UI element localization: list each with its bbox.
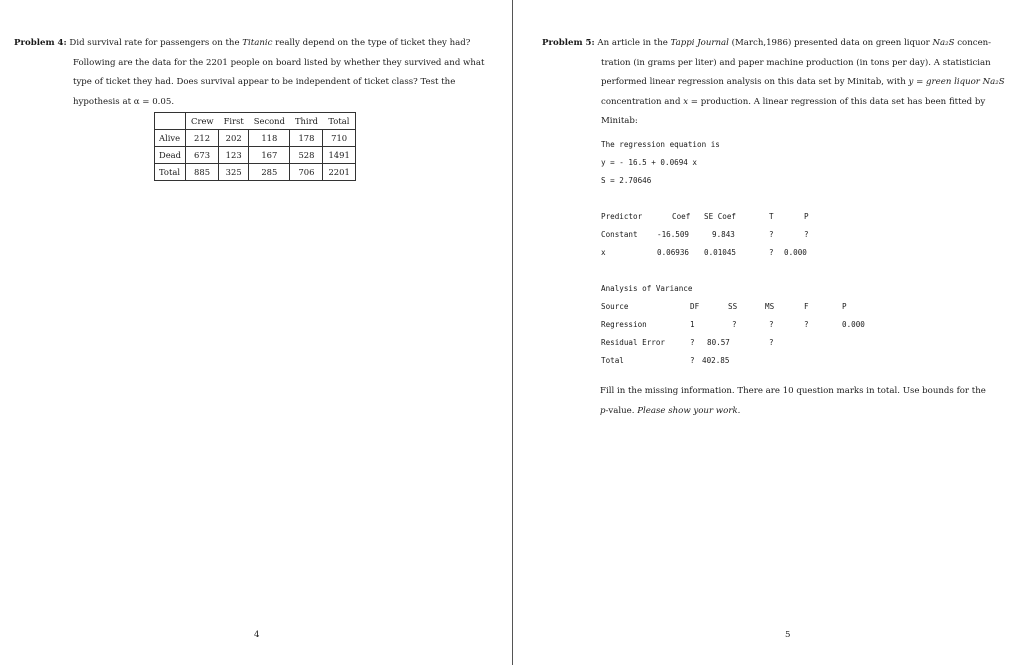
fill-in-line-2 — [600, 402, 740, 422]
problem-4-text-b: really depend on the type of ticket they had? — [272, 38, 471, 48]
table-header-cell: Third — [290, 113, 323, 130]
table-header-cell: Total — [323, 113, 355, 130]
pred-cell: 9.843 — [712, 230, 735, 239]
pred-cell: Constant — [601, 230, 638, 239]
pred-header: Coef — [672, 212, 691, 221]
anova-cell: ? — [769, 338, 774, 347]
pred-cell: ? — [804, 230, 809, 239]
pred-cell: 0.01045 — [704, 248, 737, 257]
chem-formula: Na₂S — [982, 77, 1005, 87]
table-header-cell: First — [219, 113, 249, 130]
table-row — [155, 130, 356, 147]
problem-4-line-1 — [14, 34, 471, 54]
pred-header: Predictor — [601, 212, 643, 221]
page-number-4: 4 — [254, 630, 260, 640]
problem-5-text: concen- — [954, 38, 992, 48]
page-number-5: 5 — [785, 630, 791, 640]
table-cell: 2201 — [323, 164, 355, 181]
titanic-word: Titanic — [242, 38, 273, 48]
problem-4 — [14, 34, 485, 112]
regression-equation: y = - 16.5 + 0.0694 x — [601, 158, 698, 167]
table-cell: 118 — [249, 130, 290, 147]
table-cell: 212 — [186, 130, 219, 147]
table-cell: 528 — [290, 147, 323, 164]
table-header-row — [155, 113, 356, 130]
anova-cell: 80.57 — [707, 338, 730, 347]
problem-5-line-2: tration (in grams per liter) and paper machine production (in tons per day). A statistician — [601, 57, 991, 68]
page-5 — [514, 0, 1024, 665]
problem-5-text: concentration and — [601, 96, 684, 107]
problem-4-line-3: type of ticket they had. Does survival appear to be independent of ticket class? Test the — [73, 77, 456, 87]
problem-5-text: = production. A linear regression of this data set has been fitted by — [688, 96, 986, 107]
problem-5 — [542, 34, 1005, 132]
problem-5-text: performed linear regression analysis on this data set by Minitab, with — [601, 77, 909, 87]
anova-cell: 1 — [690, 320, 695, 329]
problem-5-line-4 — [542, 93, 994, 113]
fill-in-text: p — [600, 406, 606, 416]
anova-cell: Regression — [601, 320, 647, 329]
show-work-note: Please show your work. — [637, 406, 741, 416]
anova-header: MS — [765, 302, 775, 311]
anova-header: SS — [728, 302, 738, 311]
anova-header: P — [842, 302, 847, 311]
page-divider — [512, 0, 513, 665]
pred-header: P — [804, 212, 809, 221]
table-cell: 178 — [290, 130, 323, 147]
table-row — [155, 164, 356, 181]
table-header-cell: Crew — [186, 113, 219, 130]
table-row — [155, 147, 356, 164]
journal-name: Tappi Journal — [670, 38, 729, 48]
pred-cell: ? — [769, 248, 774, 257]
regression-eq-header: The regression equation is — [601, 140, 720, 149]
titanic-table — [154, 112, 356, 181]
pred-cell: ? — [769, 230, 774, 239]
table-cell: 673 — [186, 147, 219, 164]
problem-5-line-5: Minitab: — [601, 116, 638, 126]
anova-cell: ? — [690, 338, 695, 347]
anova-title: Analysis of Variance — [601, 284, 693, 293]
table-cell: Total — [155, 164, 186, 181]
fill-in-line-1: Fill in the missing information. There are 10 question marks in total. Use bounds for the — [600, 386, 986, 396]
pred-cell: 0.06936 — [657, 248, 690, 257]
anova-cell: ? — [732, 320, 737, 329]
anova-cell: Total — [601, 356, 624, 365]
table-cell: 123 — [219, 147, 249, 164]
problem-5-label: Problem 5: — [542, 38, 595, 48]
anova-cell: ? — [769, 320, 774, 329]
pred-cell: x — [601, 248, 606, 257]
pred-header: SE Coef — [704, 212, 737, 221]
problem-5-text: (March,1986) presented data on green liquor — [728, 38, 933, 48]
anova-cell: ? — [804, 320, 809, 329]
problem-4-text-a: Did survival rate for passengers on the — [66, 38, 243, 48]
table-cell: 325 — [219, 164, 249, 181]
problem-5-line-1 — [542, 34, 994, 54]
s-value: S = 2.70646 — [601, 176, 652, 185]
problem-4-label: Problem 4: — [14, 38, 67, 48]
problem-5-text: x — [683, 96, 689, 107]
table-cell: 1491 — [323, 147, 355, 164]
table-cell: 202 — [219, 130, 249, 147]
fill-in-text: -value. — [605, 406, 638, 416]
table-header-cell: Second — [249, 113, 290, 130]
problem-4-line-2: Following are the data for the 2201 people on board listed by whether they survived and what — [73, 57, 485, 68]
anova-header: F — [804, 302, 809, 311]
table-cell: Alive — [155, 130, 186, 147]
anova-cell: 0.000 — [842, 320, 865, 329]
table-cell: 706 — [290, 164, 323, 181]
anova-header: Source — [601, 302, 629, 311]
table-cell: 885 — [186, 164, 219, 181]
table-cell: 285 — [249, 164, 290, 181]
pred-header: T — [769, 212, 774, 221]
table-cell: Dead — [155, 147, 186, 164]
anova-cell: Residual Error — [601, 338, 666, 347]
problem-5-text: y = green liquor — [908, 77, 983, 87]
chem-formula: Na₂S — [932, 38, 955, 48]
problem-5-text: An article in the — [594, 38, 671, 48]
anova-header: DF — [690, 302, 700, 311]
problem-5-line-3 — [542, 73, 1005, 93]
table-cell: 710 — [323, 130, 355, 147]
pred-cell: 0.000 — [784, 248, 807, 257]
problem-4-line-4: hypothesis at α = 0.05. — [73, 96, 175, 107]
anova-cell: 402.85 — [702, 356, 730, 365]
anova-cell: ? — [690, 356, 695, 365]
table-cell: 167 — [249, 147, 290, 164]
table-header-cell — [155, 113, 186, 130]
pred-cell: -16.509 — [657, 230, 690, 239]
